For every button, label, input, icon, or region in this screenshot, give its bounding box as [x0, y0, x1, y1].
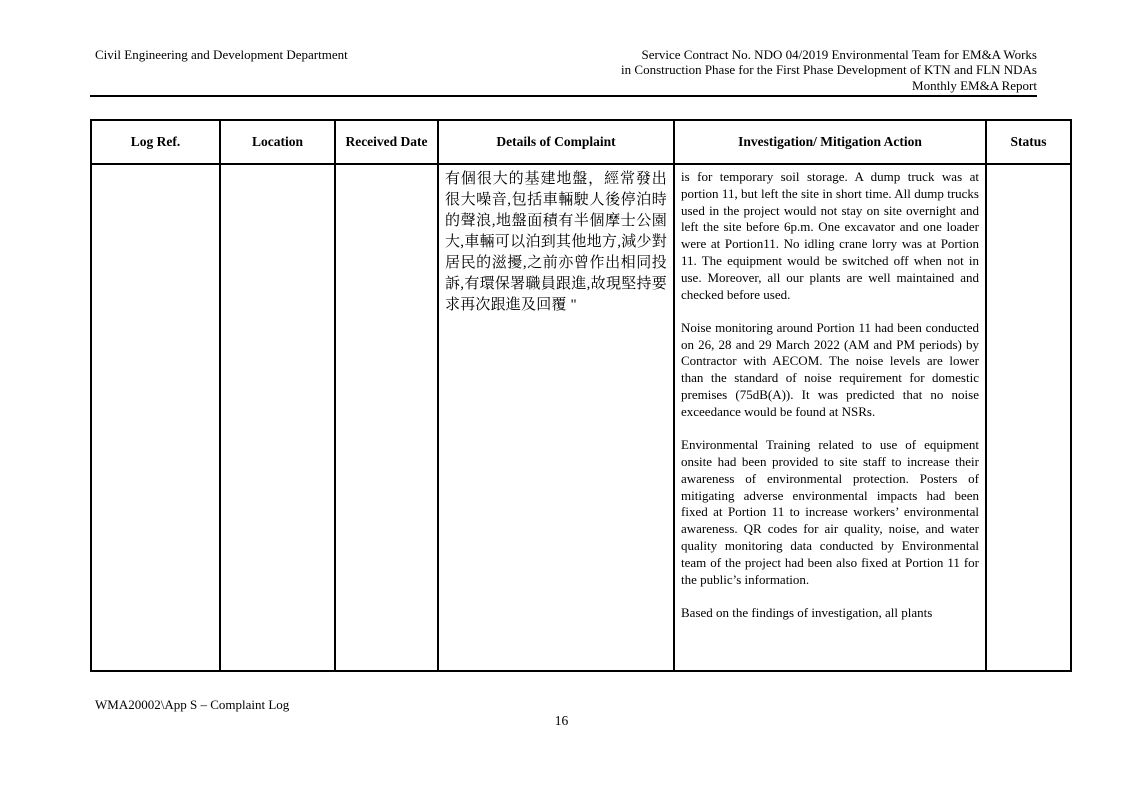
cell-details-of-complaint [438, 164, 674, 671]
complaint-details-chinese-text: 有個很大的基建地盤，經常發出很大噪音,包括車輛駛人後停泊時的聲浪,地盤面積有半個摩士公園大,車輛可以泊到其他地方,減少對居民的滋擾,之前亦曾作出相同投訴,有環保署職員跟進,故現堅持要求再次跟進及回覆 " [445, 171, 667, 313]
investigation-paragraph-2: Noise monitoring around Portion 11 had been conducted on 26, 28 and 29 March 2022 (AM and PM periods) by Contractor with AECOM. The noise levels are lower than the standard of noise requirement for domestic premises (75dB(A)). It was predicted that no noise exceedance would be found at NSRs. [681, 319, 979, 419]
construction-phase-line: in Construction Phase for the First Phase Development of KTN and FLN NDAs [621, 62, 1037, 78]
investigation-paragraph-4: Based on the findings of investigation, all plants [681, 604, 933, 620]
column-header-status: Status [986, 120, 1071, 164]
page-number: 16 [554, 713, 569, 728]
document-reference: WMA20002\App S – Complaint Log [95, 697, 290, 712]
column-header-details-of-complaint: Details of Complaint [438, 120, 674, 164]
header-rule [90, 95, 1037, 97]
cell-received-date [335, 164, 438, 671]
cell-status [986, 164, 1071, 671]
page-header [95, 47, 1037, 93]
report-type-line: Monthly EM&A Report [912, 77, 1037, 93]
table-row [91, 164, 1071, 671]
column-header-received-date: Received Date [335, 120, 438, 164]
complaint-log-table [90, 119, 1072, 672]
status-value [987, 165, 1070, 668]
report-title-block [621, 47, 1037, 93]
cell-location [220, 164, 335, 671]
received-date-value [336, 165, 437, 668]
column-header-log-ref: Log Ref. [91, 120, 220, 164]
location-value [221, 165, 334, 668]
service-contract-line: Service Contract No. NDO 04/2019 Environmental Team for EM&A Works [641, 47, 1037, 62]
table-header-row [91, 120, 1071, 164]
department-name: Civil Engineering and Development Department [95, 47, 348, 62]
log-ref-value [92, 165, 219, 668]
cell-investigation-mitigation-action [674, 164, 986, 671]
column-header-location: Location [220, 120, 335, 164]
cell-log-ref [91, 164, 220, 671]
investigation-paragraph-1: is for temporary soil storage. A dump truck was at portion 11, but left the site in short time. All dump trucks used in the project would not stay on site overnight and left the site before 6p.m. One excavator and one loader were at Portion11. No idling crane lorry was at Portion 11. The equipment would be switched off when not in use. Moreover, all our plants are well maintained and checked before used. [681, 169, 979, 302]
investigation-paragraph-3: Environmental Training related to use of equipment onsite had been provided to site staff to increase their awareness of environmental protection. Posters of mitigating adverse environmental impacts had been fixed at Portion 11 to increase workers’ environmental awareness. QR codes for air quality, noise, and water quality monitoring data conducted by Environmental team of the project had been also fixed at Portion 11 for the public’s information. [681, 437, 979, 587]
column-header-investigation-mitigation-action: Investigation/ Mitigation Action [674, 120, 986, 164]
